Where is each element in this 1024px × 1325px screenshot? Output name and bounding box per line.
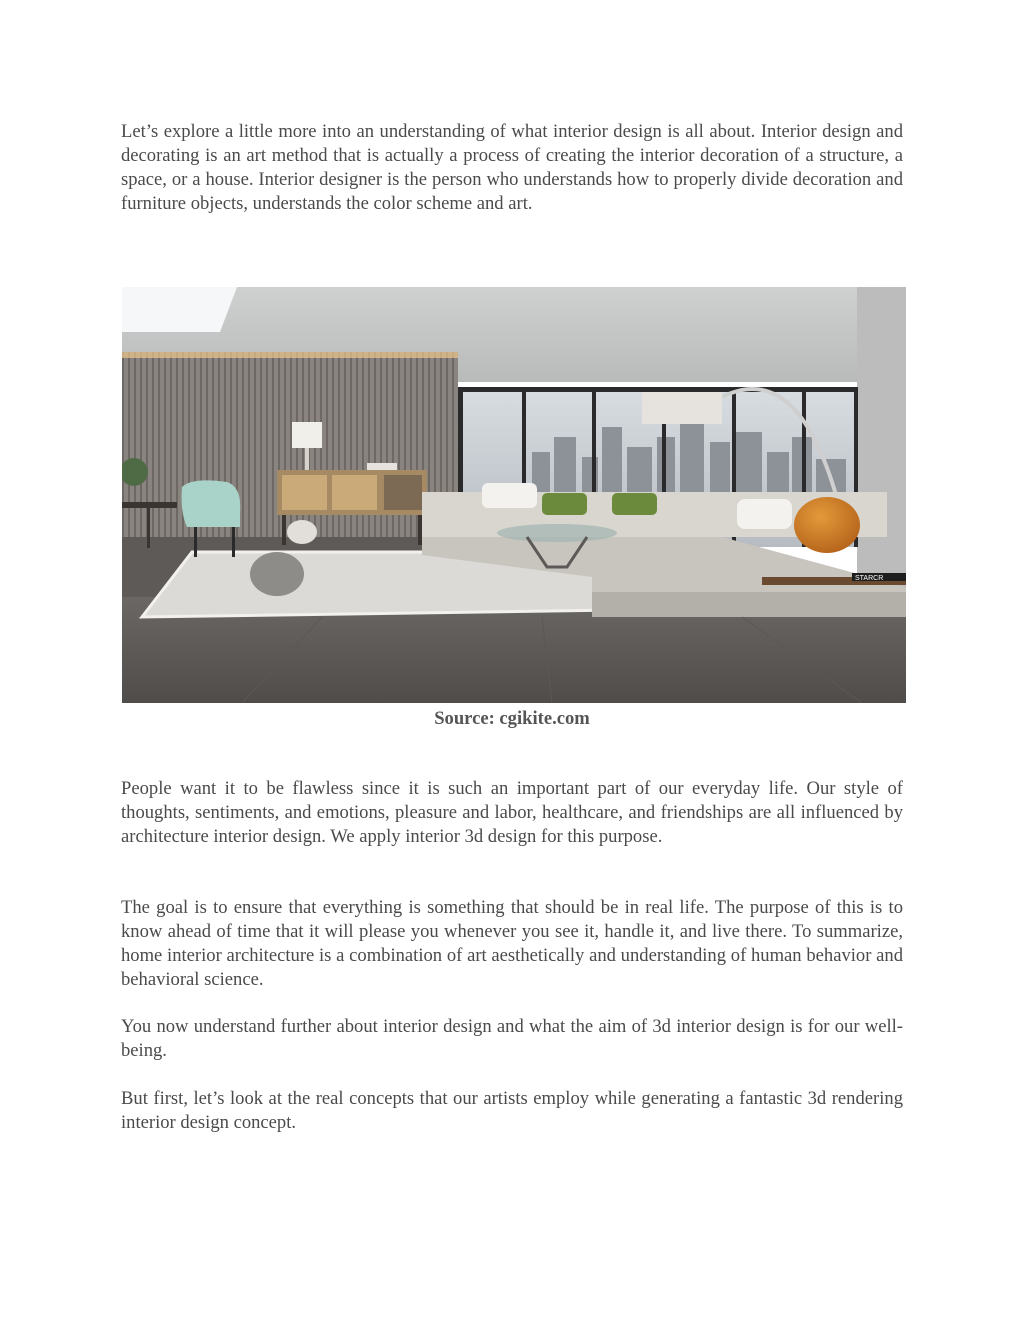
body-paragraph: But first, let’s look at the real concepts that our artists employ while generating a fantastic 3d rendering interior design concept.	[121, 1088, 903, 1133]
pillow	[737, 499, 792, 529]
books	[367, 463, 397, 470]
body-paragraph: People want it to be flawless since it is such an important part of our everyday life. Our style of thoughts, sentiments, and emotions, pleasure and labor, healthcare, and friendships are all influenced by architecture interior design. We apply interior 3d design for this purpose.	[121, 778, 903, 847]
armchair	[182, 480, 241, 527]
pillow-green	[612, 493, 657, 515]
right-wall	[857, 287, 906, 617]
floor-lamp-shade	[642, 392, 722, 424]
living-room-render-image	[122, 287, 906, 703]
orange-pouf	[794, 497, 860, 553]
image-caption: Source: cgikite.com	[434, 708, 590, 729]
skylight	[122, 287, 237, 332]
intro-paragraph: Let’s explore a little more into an understanding of what interior design is all about. Interior design and decorating is an art method that is actually a process of creating the interior decoration of a structure, a space, or a house. Interior designer is the person who understands how to properly divide decoration and furniture objects, understands the color scheme and art.	[121, 121, 903, 214]
table-lamp	[292, 422, 322, 448]
stone-large	[250, 552, 304, 596]
wall-light-strip	[122, 352, 458, 358]
side-table	[122, 502, 177, 508]
pillow	[482, 483, 537, 508]
book-spine-label: STARCR	[855, 575, 884, 582]
body-paragraph: You now understand further about interior design and what the aim of 3d interior design is for our well-being.	[121, 1016, 903, 1061]
coffee-table	[497, 524, 617, 542]
living-room-illustration	[122, 287, 906, 703]
pillow-green	[542, 493, 587, 515]
body-paragraph: The goal is to ensure that everything is something that should be in real life. The purpose of this is to know ahead of time that it will please you whenever you see it, handle it, and live there. To summarize, home interior architecture is a combination of art aesthetically and understanding of human behavior and behavioral science.	[121, 897, 903, 990]
stone-small	[287, 520, 317, 544]
